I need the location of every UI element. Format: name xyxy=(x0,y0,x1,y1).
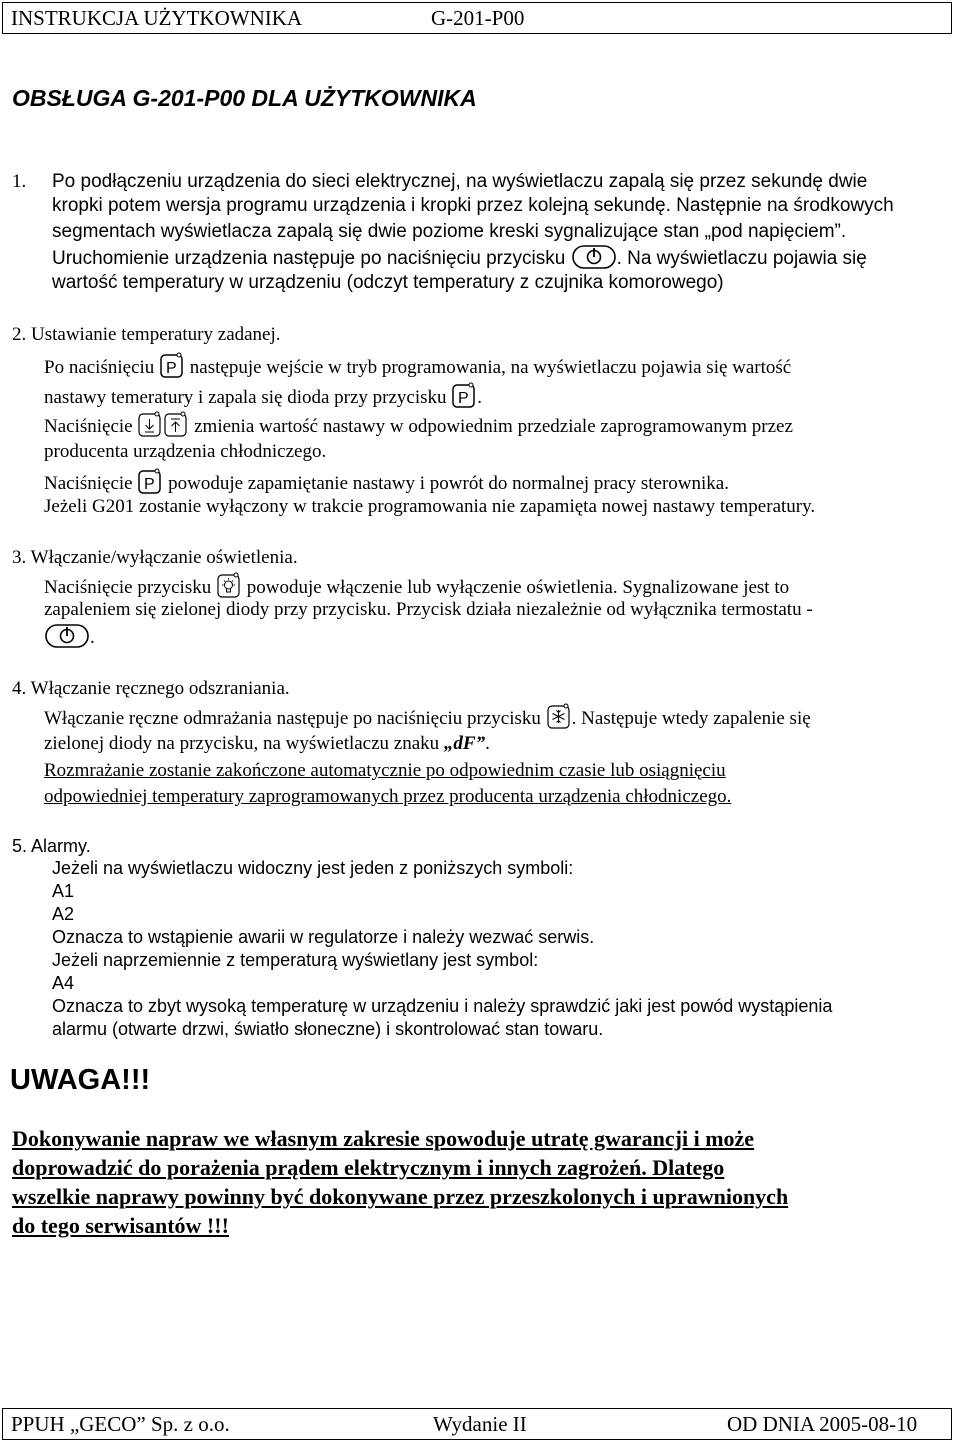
section-1-text: . Na wyświetlaczu pojawia się xyxy=(616,248,867,269)
section-5-line: Jeżeli naprzemiennie z temperaturą wyświetlany jest symbol: xyxy=(52,950,539,970)
section-2-text: powoduje zapamiętanie nastawy i powrót do normalnej pracy sterownika. xyxy=(168,473,729,494)
section-4-text: zielonej diody na przycisku, na wyświetlaczu znaku xyxy=(44,733,444,754)
section-2-text: . xyxy=(477,387,483,408)
section-4-line xyxy=(44,732,490,756)
footer-company: PPUH „GECO” Sp. z o.o. xyxy=(11,1412,230,1436)
section-2-line: producenta urządzenia chłodniczego. xyxy=(44,441,327,462)
section-4-text: . Następuje wtedy zapalenie się xyxy=(571,708,811,729)
df-symbol: „dF” xyxy=(443,733,486,754)
svg-text:P: P xyxy=(144,476,156,493)
section-3-text: powoduje włączenie lub wyłączenie oświetlenia. Sygnalizowane jest to xyxy=(246,577,790,598)
section-3-line xyxy=(44,572,789,600)
section-2-line xyxy=(44,468,729,496)
defrost-button-icon xyxy=(547,703,571,729)
section-5-line: A2 xyxy=(52,904,75,924)
footer-edition: Wydanie II xyxy=(433,1412,527,1436)
section-4-text: . xyxy=(485,733,490,754)
section-2-heading: 2. Ustawianie temperatury zadanej. xyxy=(12,324,281,345)
section-2-text: Naciśnięcie xyxy=(44,416,133,437)
section-4-text: Włączanie ręczne odmrażania następuje po naciśnięciu przycisku xyxy=(44,708,541,729)
footer-date: OD DNIA 2005-08-10 xyxy=(727,1412,918,1436)
header-title: INSTRUKCJA UŻYTKOWNIKA xyxy=(11,6,303,30)
warning-line: Dokonywanie napraw we własnym zakresie spowoduje utratę gwarancji i może xyxy=(12,1126,755,1151)
section-4-line: Rozmrażanie zostanie zakończone automatycznie po odpowiednim czasie lub osiągnięciu xyxy=(44,760,726,781)
section-2-line xyxy=(44,411,793,439)
section-2-text: Naciśnięcie xyxy=(44,473,133,494)
section-1-line: kropki potem wersja programu urządzenia i kropki przez kolejną sekundę. Następnie na środkowych xyxy=(52,195,894,216)
section-5-line: Oznacza to wstąpienie awarii w regulatorze i należy wezwać serwis. xyxy=(52,927,595,947)
section-3-line: zapaleniem się zielonej diody przy przycisku. Przycisk działa niezależnie od wyłącznika termostatu - xyxy=(44,599,813,620)
page-title: OBSŁUGA G-201-P00 DLA UŻYTKOWNIKA xyxy=(12,85,477,111)
section-2-line xyxy=(44,382,482,410)
section-4-line xyxy=(44,703,811,731)
section-5-line: A1 xyxy=(52,881,75,901)
p-button-icon xyxy=(138,468,162,494)
warning-line: wszelkie naprawy powinny być dokonywane przez przeszkolonych i uprawnionych xyxy=(12,1184,789,1209)
section-1-line: segmentach wyświetlacza zapalą się dwie poziome kreski sygnalizujące stan „pod napięciem”. xyxy=(52,221,847,242)
section-5-line: A4 xyxy=(52,973,75,993)
section-2-line: Jeżeli G201 zostanie wyłączony w trakcie programowania nie zapamięta nowej nastawy temperatury. xyxy=(44,496,816,517)
page-footer xyxy=(2,1408,952,1440)
section-4-heading: 4. Włączanie ręcznego odszraniania. xyxy=(12,678,290,699)
warning-line: doprowadzić do porażenia prądem elektrycznym i innych zagrożeń. Dlatego xyxy=(12,1155,725,1180)
header-model: G-201-P00 xyxy=(431,6,525,30)
p-button-icon xyxy=(160,352,184,378)
section-1-text: Uruchomienie urządzenia następuje po naciśnięciu przycisku xyxy=(52,248,566,269)
section-2-text: zmienia wartość nastawy w odpowiednim przedziale zaprogramowanym przez xyxy=(194,416,793,437)
section-1-line: wartość temperatury w urządzeniu (odczyt temperatury z czujnika komorowego) xyxy=(52,272,724,293)
section-5-line: alarmu (otwarte drzwi, światło słoneczne) i skontrolować stan towaru. xyxy=(52,1019,604,1039)
section-1-line: Po podłączeniu urządzenia do sieci elektrycznej, na wyświetlaczu zapalą się przez sekundę dwie xyxy=(52,171,868,192)
warning-heading: UWAGA!!! xyxy=(10,1064,151,1096)
power-button-icon xyxy=(572,245,616,269)
section-5-heading: 5. Alarmy. xyxy=(12,836,91,856)
section-3-text: Naciśnięcie przycisku xyxy=(44,577,212,598)
light-button-icon xyxy=(217,572,241,598)
section-1-number: 1. xyxy=(12,171,27,192)
section-4-line: odpowiedniej temperatury zaprogramowanych przez producenta urządzenia chłodniczego. xyxy=(44,786,732,807)
down-button-icon xyxy=(138,411,162,437)
svg-text:P: P xyxy=(458,390,469,407)
section-2-text: następuje wejście w tryb programowania, na wyświetlaczu pojawia się wartość xyxy=(189,357,792,378)
section-3-heading: 3. Włączanie/wyłączanie oświetlenia. xyxy=(12,547,298,568)
section-2-text: nastawy temeratury i zapala się dioda przy przycisku xyxy=(44,387,447,408)
power-button-icon xyxy=(45,624,89,648)
up-button-icon xyxy=(164,411,188,437)
p-button-icon xyxy=(452,382,476,408)
page-header xyxy=(2,2,952,34)
section-1-line xyxy=(52,245,867,271)
section-2-text: Po naciśnięciu xyxy=(44,357,155,378)
warning-line: do tego serwisantów !!! xyxy=(12,1213,229,1238)
section-3-text: . xyxy=(90,627,95,648)
svg-text:P: P xyxy=(166,360,177,377)
section-5-line: Jeżeli na wyświetlaczu widoczny jest jeden z poniższych symboli: xyxy=(52,858,574,878)
section-3-line xyxy=(44,624,95,650)
section-2-line xyxy=(44,352,791,380)
section-5-line: Oznacza to zbyt wysoką temperaturę w urządzeniu i należy sprawdzić jaki jest powód wystąpienia xyxy=(52,996,833,1016)
